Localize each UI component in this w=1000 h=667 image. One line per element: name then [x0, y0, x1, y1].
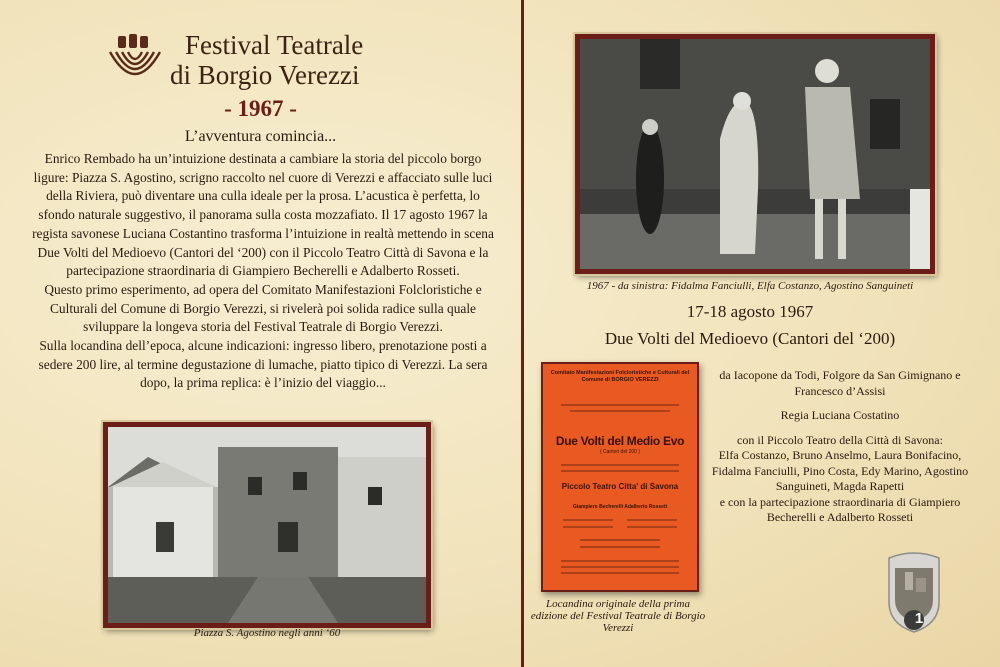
poster-text-line: [561, 572, 679, 574]
show-title: Due Volti del Medioevo (Cantori del ‘200): [604, 329, 896, 348]
poster-text-line: [627, 526, 677, 528]
credits-company: con il Piccolo Teatro della Città di Savona:: [737, 432, 943, 447]
poster-title: Due Volti del Medio Evo: [555, 434, 685, 448]
paragraph: Sulla locandina dell’epoca, alcune indicazioni: ingresso libero, prenotazione posti a sedere 200 lire, al termine degustazione di lumache, piatto tipico di Verezzi. La sera dopo, la prima replica: è l’inizio del viaggio...: [38, 338, 488, 391]
section-subtitle: L’avventura comincia...: [184, 128, 337, 145]
paragraph: Enrico Rembado ha un’intuizione destinata a cambiare la storia del piccolo borgo ligure: Piazza S. Agostino, scrigno raccolto nel cuore di Verezzi e affacciato sulle luci della Riviera, può diventare una culla ideale per la prosa. L’acustica è perfetta, lo sfondo naturale suggestivo, il panorama sulla costa mozzafiato. Il 17 agosto 1967 la regista savonese Luciana Costantino trasforma l’intuizione in realtà mettendo in scena Due Volti del Medioevo (Cantori del ‘200) con il Piccolo Teatro Città di Savona e la partecipazione straordinaria di Giampiero Becherelli e Adalberto Rosseti.: [32, 151, 494, 279]
center-divider: [521, 0, 524, 667]
show-credits: [705, 368, 975, 526]
original-poster: [541, 362, 699, 592]
poster-committee: Comitato Manifestazioni Folcloristiche e Culturali del Comune di BORGIO VEREZZI: [550, 370, 690, 383]
stage-photo-caption: 1967 - da sinistra: Fidalma Fanciulli, Elfa Costanzo, Agostino Sanguineti: [586, 280, 914, 292]
stage-photo: [575, 34, 935, 274]
paragraph: Questo primo esperimento, ad opera del Comitato Manifestazioni Folcloristiche e Culturali del Comune di Borgio Verezzi, si rivelerà poi solida radice sulla quale sviluppare la longeva storia del Festival Teatrale di Borgio Verezzi.: [44, 281, 482, 335]
page-number: 1: [914, 610, 924, 627]
history-text: [28, 150, 498, 393]
poster-caption: Locandina originale della prima edizione del Festival Teatrale di Borgio Verezzi: [530, 598, 706, 634]
poster-text-line: [561, 560, 679, 562]
piazza-photo-caption: Piazza S. Agostino negli anni ‘60: [193, 627, 341, 639]
credits-direction: Regia Luciana Costatino: [780, 408, 900, 422]
poster-text-line: [563, 526, 613, 528]
poster-theatre: Piccolo Teatro Citta' di Savona: [561, 482, 679, 491]
poster-text-line: [570, 410, 670, 412]
poster-text-line: [580, 546, 660, 548]
festival-logo-icon: [104, 30, 166, 92]
show-dates: 17-18 agosto 1967: [686, 302, 814, 321]
year-heading: - 1967 -: [224, 96, 297, 121]
poster-subtitle: ( Cantori del 200 ): [599, 449, 641, 455]
credits-cast: Elfa Costanzo, Bruno Anselmo, Laura Bonifacino, Fidalma Fanciulli, Pino Costa, Edy Marino, Agostino Sanguineti, Magda Rapetti: [711, 448, 969, 493]
piazza-photo: [103, 422, 431, 628]
poster-text-line: [561, 566, 679, 568]
poster-text-line: [563, 519, 613, 521]
credits-special: e con la partecipazione straordinaria di Giampiero Becherelli e Adalberto Rosseti: [719, 494, 961, 524]
poster-text-line: [561, 404, 679, 406]
poster-text-line: [561, 470, 679, 472]
credits-authors: da Iacopone da Todi, Folgore da San Gimignano e Francesco d’Assisi: [719, 368, 961, 398]
poster-names: Giampiero Becherelli Adalberto Rosseti: [572, 504, 667, 510]
poster-text-line: [627, 519, 677, 521]
festival-title-line2: di Borgio Verezzi: [170, 60, 360, 90]
poster-text-line: [561, 464, 679, 466]
festival-title-line1: Festival Teatrale: [185, 30, 364, 60]
poster-text-line: [580, 539, 660, 541]
